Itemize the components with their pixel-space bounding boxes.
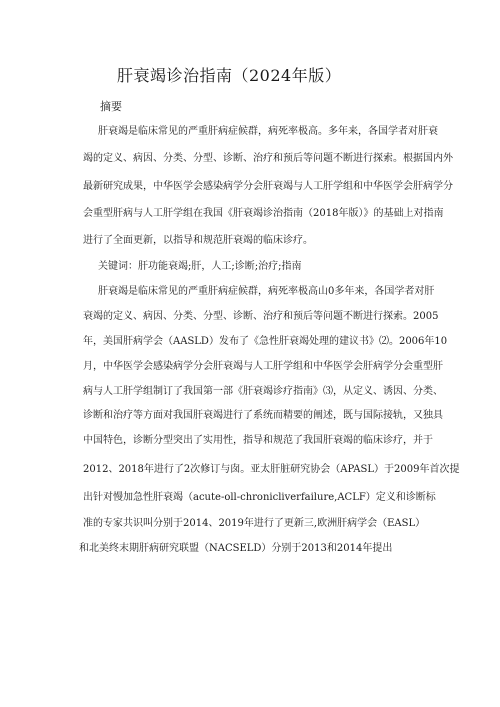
body-line: 衰竭的定义、病因、分类、分型、诊断、治疗和预后等问题不断进行探索。2005	[83, 311, 439, 322]
abstract-line: 进行了全面更新，以指导和规范肝衰竭的临床诊疗。	[83, 235, 313, 246]
body-line: 诊断和治疗等方面对我国肝衰竭进行了系统而精要的阐述，既与国际接轨，又独具	[83, 410, 443, 421]
body-line: 和北美终末期肝病研究联盟（NACSELD）分别于2013和2014年提出	[79, 543, 393, 554]
abstract-line: 竭的定义、病因、分类、分型、诊断、治疗和预后等问题不断进行探索。根据国内外	[83, 153, 453, 164]
body-line: 中国特色，诊断分型突出了实用性，指导和规范了我国肝衰竭的临床诊疗，并于	[83, 435, 433, 446]
abstract-heading: 摘要	[100, 100, 122, 113]
body-line: 2012、2018年进行了2次修订与囱。亚太肝脏研究协会（APASL）于2009年首次提	[83, 464, 460, 475]
body-line: 出针对慢加急性肝衰竭（acute-oll-chronicliverfailure,ACLF）定义和诊断标	[83, 492, 436, 503]
body-line: 病与人工肝学组制订了我国第一部《肝衰竭诊疗指南》⑶，从定义、诱因、分类、	[83, 386, 443, 397]
body-line: 准的专家共识叫分别于2014、2019年进行了更新三,欧洲肝病学会（EASL）	[83, 518, 426, 529]
abstract-line: 最新研究成果，中华医学会感染病学分会肝衰竭与人工肝学组和中华医学会肝病学分	[83, 181, 453, 192]
body-line: 年，美国肝病学会（AASLD）发布了《急性肝衰竭处理的建议书》⑵。2006年10	[83, 336, 448, 347]
abstract-line: 肝衰竭是临床常见的严重肝病症候群，病死率极高。多年来，各国学者对肝衰	[98, 126, 438, 137]
keywords-line: 关键词：肝功能衰竭;肝，人工;诊断;治疗;指南	[98, 261, 302, 272]
document-title: 肝衰竭诊治指南（2024年版）	[117, 66, 342, 85]
body-line: 肝衰竭是临床常见的严重肝病症候群，病死率极高山0多年来，各国学者对肝	[98, 286, 435, 297]
abstract-line: 会重型肝病与人工肝学组在我国《肝衰竭诊治指南（2018年版）》的基础上对指南	[83, 208, 444, 219]
body-line: 月，中华医学会感染病学分会肝衰竭与人工肝学组和中华医学会肝病学分会重型肝	[83, 361, 443, 372]
